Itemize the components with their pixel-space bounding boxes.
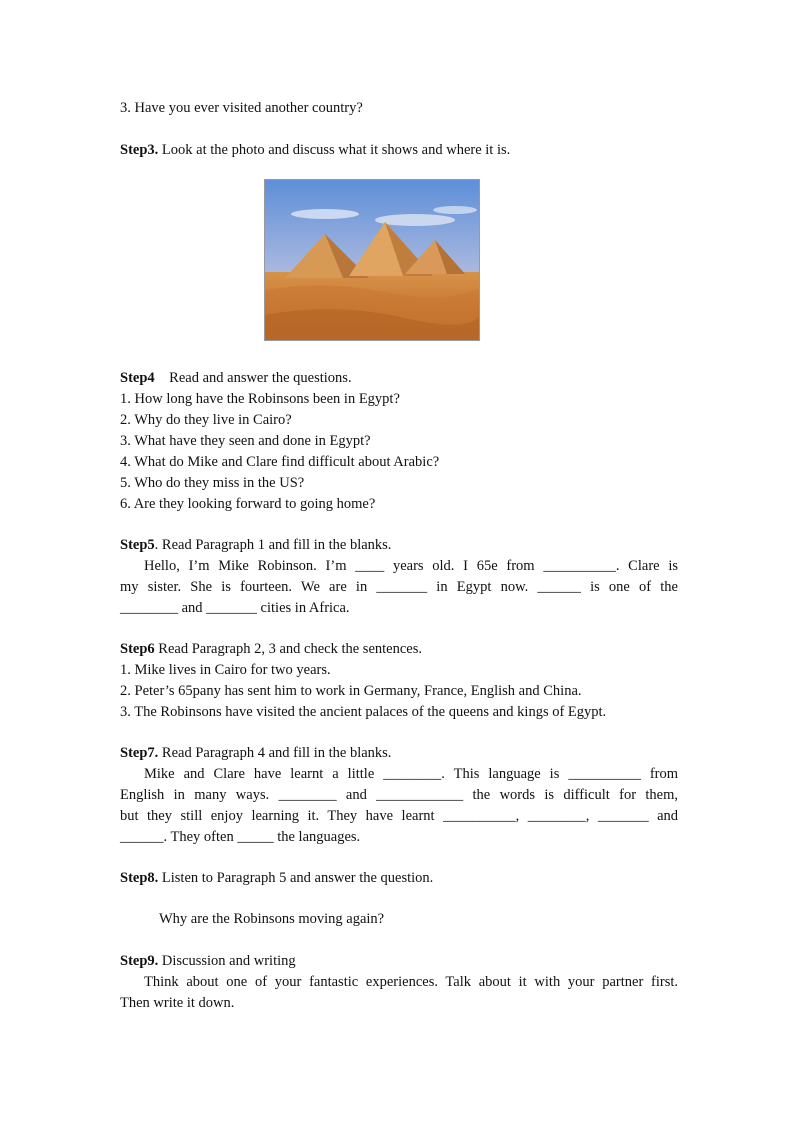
step3-label: Step3.	[120, 142, 159, 158]
step9-para-line: Then write it down.	[120, 995, 235, 1011]
step3-text: Look at the photo and discuss what it shows and where it is.	[158, 142, 511, 158]
step7-para-line: Mike and Clare have learnt a little ________. This language is __________ from	[144, 766, 678, 782]
step9-heading	[120, 951, 678, 971]
step5-label: Step5	[120, 537, 155, 553]
step9-para-line: Think about one of your fantastic experiences. Talk about it with your partner first.	[144, 974, 678, 990]
step4-question: 3. What have they seen and done in Egypt?	[120, 433, 371, 449]
step6-item: 2. Peter’s 65pany has sent him to work in Germany, France, English and China.	[120, 683, 582, 699]
step6-label: Step6	[120, 641, 155, 657]
step4-question: 5. Who do they miss in the US?	[120, 475, 305, 491]
pyramids-image-icon	[265, 180, 480, 341]
step8-question: Why are the Robinsons moving again?	[159, 911, 385, 927]
question-3: 3. Have you ever visited another country?	[120, 100, 363, 116]
step5-para-line: my sister. She is fourteen. We are in _______ in Egypt now. ______ is one of the	[120, 579, 678, 595]
step5-text: . Read Paragraph 1 and fill in the blanks.	[154, 537, 392, 553]
step8-text: Listen to Paragraph 5 and answer the question.	[158, 870, 434, 886]
step4-question: 4. What do Mike and Clare find difficult about Arabic?	[120, 454, 440, 470]
step5-heading	[120, 535, 678, 555]
step4-heading	[120, 368, 678, 388]
step6-item: 1. Mike lives in Cairo for two years.	[120, 662, 331, 678]
step9-text: Discussion and writing	[158, 953, 296, 969]
step9-label: Step9.	[120, 953, 159, 969]
step3-heading	[120, 140, 678, 160]
step4-question: 6. Are they looking forward to going home?	[120, 496, 376, 512]
step7-para-line: ______. They often _____ the languages.	[120, 829, 361, 845]
step7-heading	[120, 743, 678, 763]
step7-para-line: but they still enjoy learning it. They have learnt __________, ________, _______ and	[120, 808, 678, 824]
step6-item: 3. The Robinsons have visited the ancient palaces of the queens and kings of Egypt.	[120, 704, 607, 720]
step5-para-line: ________ and _______ cities in Africa.	[120, 600, 350, 616]
step7-text: Read Paragraph 4 and fill in the blanks.	[158, 745, 392, 761]
step6-text: Read Paragraph 2, 3 and check the sentences.	[154, 641, 422, 657]
step4-question: 2. Why do they live in Cairo?	[120, 412, 292, 428]
step4-question: 1. How long have the Robinsons been in Egypt?	[120, 391, 400, 407]
step5-para-line: Hello, I’m Mike Robinson. I’m ____ years old. I 65e from __________. Clare is	[144, 558, 678, 574]
step4-text: Read and answer the questions.	[154, 370, 352, 386]
step6-heading	[120, 639, 678, 659]
step8-label: Step8.	[120, 870, 159, 886]
step8-heading	[120, 868, 678, 888]
pyramids-photo	[264, 179, 480, 341]
step7-para-line: English in many ways. ________ and ____________ the words is difficult for them,	[120, 787, 678, 803]
step7-label: Step7.	[120, 745, 159, 761]
step4-label: Step4	[120, 370, 155, 386]
